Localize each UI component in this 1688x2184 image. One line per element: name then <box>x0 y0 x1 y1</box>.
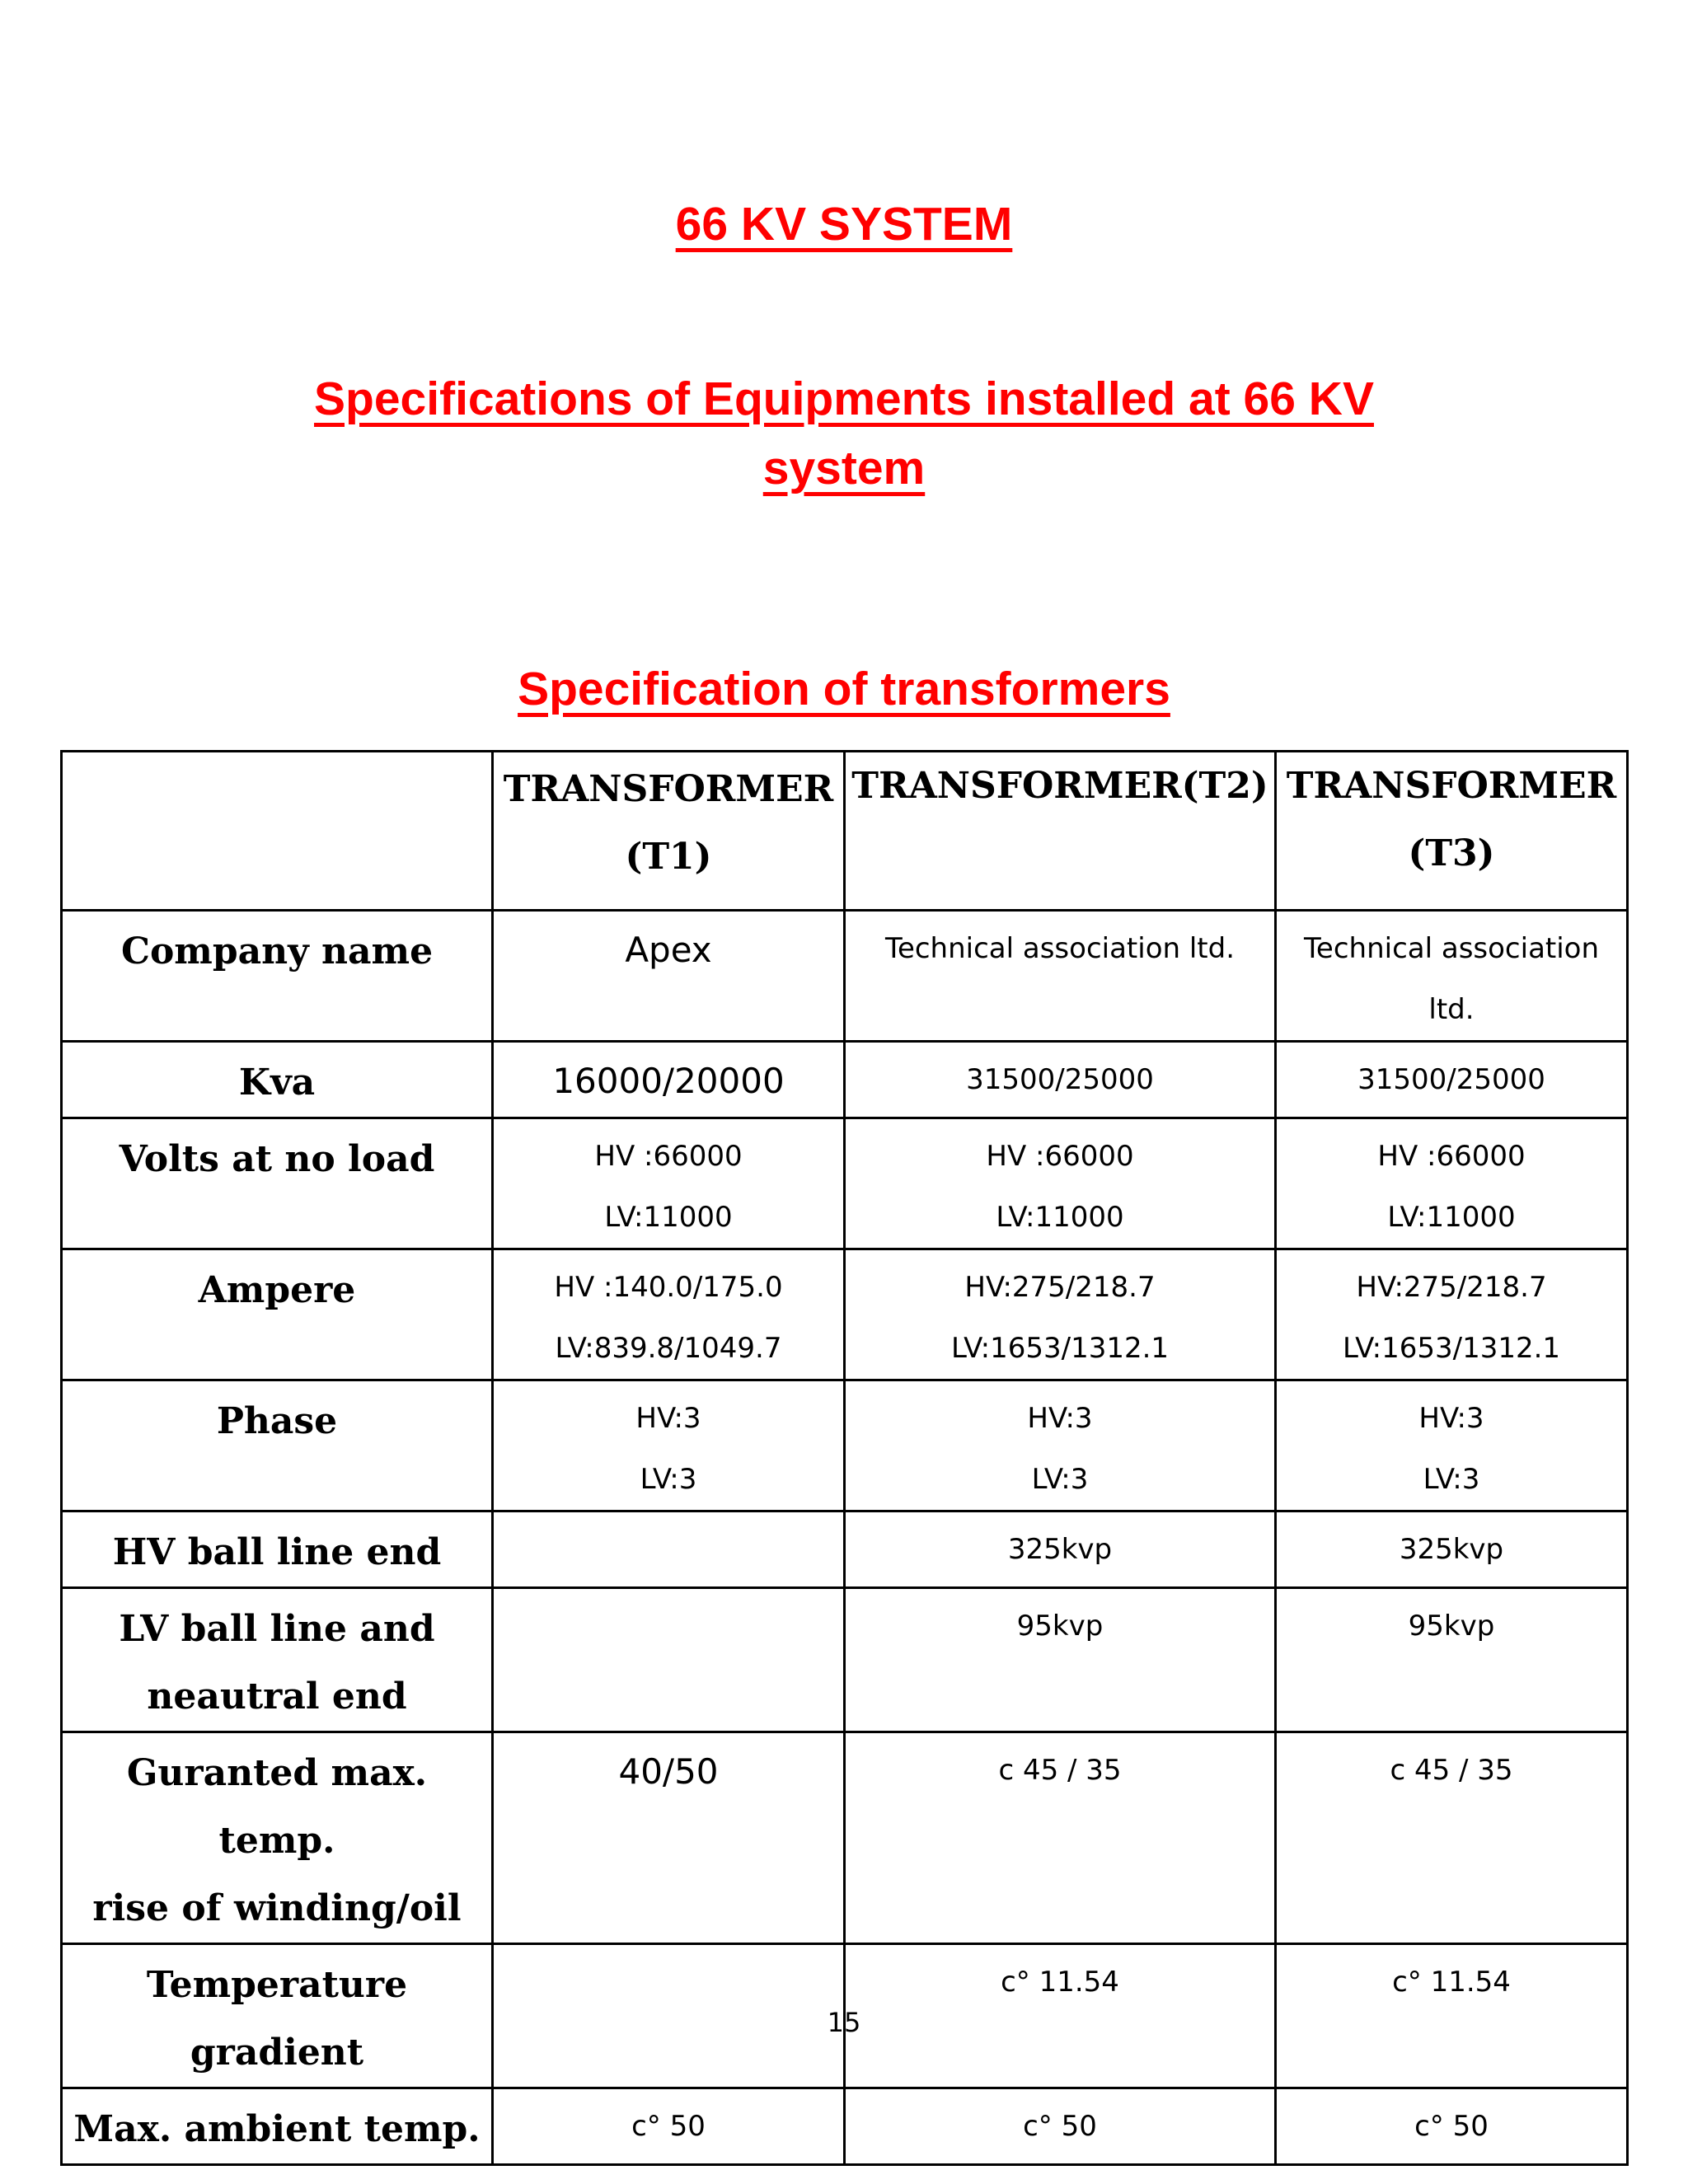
transformers-heading: Specification of transformers <box>518 663 1170 715</box>
cell-t2 <box>845 1380 1276 1511</box>
section-title: 66 KV SYSTEM <box>675 198 1013 251</box>
cell-t1 <box>493 1118 845 1249</box>
cell-t3-line: LV:3 <box>1423 1463 1480 1496</box>
header-t3-line-2: (T3) <box>1408 832 1495 874</box>
cell-t3-line: c° 50 <box>1414 2110 1489 2143</box>
cell-t3 <box>1276 1249 1628 1380</box>
cell-t1-line: LV:3 <box>640 1463 697 1496</box>
cell-t3-line: ltd. <box>1428 993 1475 1026</box>
cell-t2-line: HV:3 <box>1027 1402 1093 1435</box>
cell-t1-line: LV:11000 <box>604 1201 733 1234</box>
cell-t2-line: 31500/25000 <box>966 1063 1154 1096</box>
row-label-cell-line: HV ball line end <box>112 1531 442 1573</box>
cell-t2 <box>845 1511 1276 1588</box>
header-cell-t3 <box>1276 752 1628 911</box>
row-label-cell <box>62 1118 493 1249</box>
cell-t2-line: Technical association ltd. <box>884 932 1236 965</box>
page-number: 15 <box>827 2007 861 2038</box>
cell-t2-line: c 45 / 35 <box>998 1754 1122 1787</box>
cell-t1-line: c° 50 <box>631 2110 706 2143</box>
cell-t3-line: HV:3 <box>1418 1402 1484 1435</box>
cell-t3 <box>1276 1380 1628 1511</box>
row-label-cell <box>62 1249 493 1380</box>
cell-t2-line: c° 11.54 <box>1001 1966 1119 1999</box>
row-label-cell-line: Max. ambient temp. <box>73 2108 481 2150</box>
cell-t2 <box>845 1732 1276 1944</box>
cell-t1 <box>493 911 845 1042</box>
cell-t2-line: 325kvp <box>1007 1533 1113 1566</box>
cell-t3 <box>1276 1732 1628 1944</box>
cell-t2 <box>845 2088 1276 2165</box>
cell-t2 <box>845 1042 1276 1118</box>
cell-t1 <box>493 1588 845 1732</box>
table-row <box>62 911 1628 1042</box>
row-label-cell <box>62 2088 493 2165</box>
row-label-cell <box>62 1511 493 1588</box>
cell-t2-line: LV:11000 <box>996 1201 1124 1234</box>
table-row <box>62 2088 1628 2165</box>
table-row <box>62 1380 1628 1511</box>
row-label-cell-line: LV ball line and <box>119 1608 435 1650</box>
cell-t2-line: LV:3 <box>1031 1463 1089 1496</box>
cell-t1 <box>493 1511 845 1588</box>
cell-t1 <box>493 1249 845 1380</box>
cell-t1-line: HV:3 <box>635 1402 701 1435</box>
table-row <box>62 1042 1628 1118</box>
cell-t2-line: LV:1653/1312.1 <box>950 1332 1170 1365</box>
cell-t2 <box>845 1118 1276 1249</box>
cell-t2-line: HV :66000 <box>986 1140 1134 1173</box>
row-label-cell-line: Phase <box>216 1400 338 1442</box>
cell-t2-line: c° 50 <box>1023 2110 1097 2143</box>
cell-t3-line: 325kvp <box>1399 1533 1504 1566</box>
row-label-cell-line: Volts at no load <box>119 1138 435 1180</box>
row-label-cell-line: rise of winding/oil <box>92 1887 462 1929</box>
cell-t2 <box>845 1249 1276 1380</box>
table-row <box>62 1511 1628 1588</box>
table-body <box>62 911 1628 2165</box>
cell-t3 <box>1276 1118 1628 1249</box>
specs-heading-line-1: Specifications of Equipments installed at 66 KV <box>314 373 1374 425</box>
cell-t1 <box>493 1380 845 1511</box>
cell-t2 <box>845 1588 1276 1732</box>
row-label-cell-line: Ampere <box>198 1269 356 1311</box>
cell-t3-line: c° 11.54 <box>1392 1966 1511 1999</box>
cell-t1-line: HV :66000 <box>594 1140 743 1173</box>
row-label-cell-line: Kva <box>238 1062 316 1104</box>
header-cell-t1 <box>493 752 845 911</box>
header-t2-line-1: TRANSFORMER(T2) <box>851 765 1268 807</box>
cell-t3 <box>1276 911 1628 1042</box>
cell-t3 <box>1276 2088 1628 2165</box>
cell-t3-line: 31500/25000 <box>1357 1063 1545 1096</box>
cell-t1-line: 16000/20000 <box>552 1061 785 1101</box>
row-label-cell <box>62 1732 493 1944</box>
cell-t3-line: 95kvp <box>1408 1610 1495 1643</box>
cell-t2 <box>845 911 1276 1042</box>
cell-t2-line: 95kvp <box>1016 1610 1104 1643</box>
cell-t3 <box>1276 1588 1628 1732</box>
row-label-cell-line: neautral end <box>147 1675 407 1718</box>
cell-t1 <box>493 1042 845 1118</box>
row-label-cell-line: Guranted max. temp. <box>126 1752 428 1862</box>
header-t3-line-1: TRANSFORMER <box>1286 765 1617 807</box>
table-row <box>62 1732 1628 1944</box>
row-label-cell <box>62 1042 493 1118</box>
cell-t3 <box>1276 1511 1628 1588</box>
row-label-cell <box>62 911 493 1042</box>
cell-t1 <box>493 1732 845 1944</box>
row-label-cell <box>62 1380 493 1511</box>
cell-t1-line: 40/50 <box>618 1751 719 1792</box>
header-t1-line-1: TRANSFORMER <box>503 768 834 810</box>
cell-t3-line: LV:11000 <box>1387 1201 1516 1234</box>
row-label-cell-line: Company name <box>120 930 434 972</box>
cell-t3-line: HV:275/218.7 <box>1356 1271 1547 1304</box>
specs-heading-line-2: system <box>762 442 926 494</box>
cell-t3-line: LV:1653/1312.1 <box>1342 1332 1561 1365</box>
table-row <box>62 1588 1628 1732</box>
row-label-cell-line: Temperature gradient <box>146 1964 408 2074</box>
cell-t1-line: HV :140.0/175.0 <box>554 1271 783 1304</box>
cell-t3-line: HV :66000 <box>1377 1140 1526 1173</box>
cell-t1 <box>493 2088 845 2165</box>
header-cell-empty <box>62 752 493 911</box>
header-t1-line-2: (T1) <box>625 836 712 878</box>
cell-t2-line: HV:275/218.7 <box>964 1271 1156 1304</box>
cell-t3 <box>1276 1042 1628 1118</box>
cell-t3-line: Technical association <box>1303 932 1600 965</box>
table-row <box>62 1118 1628 1249</box>
cell-t1-line: Apex <box>625 930 712 970</box>
table-row <box>62 1249 1628 1380</box>
table-header-row <box>62 752 1628 911</box>
cell-t3-line: c 45 / 35 <box>1390 1754 1513 1787</box>
cell-t1-line: LV:839.8/1049.7 <box>555 1332 782 1365</box>
transformer-spec-table <box>60 750 1629 2166</box>
row-label-cell <box>62 1588 493 1732</box>
header-cell-t2 <box>845 752 1276 911</box>
specs-heading <box>0 364 1688 503</box>
